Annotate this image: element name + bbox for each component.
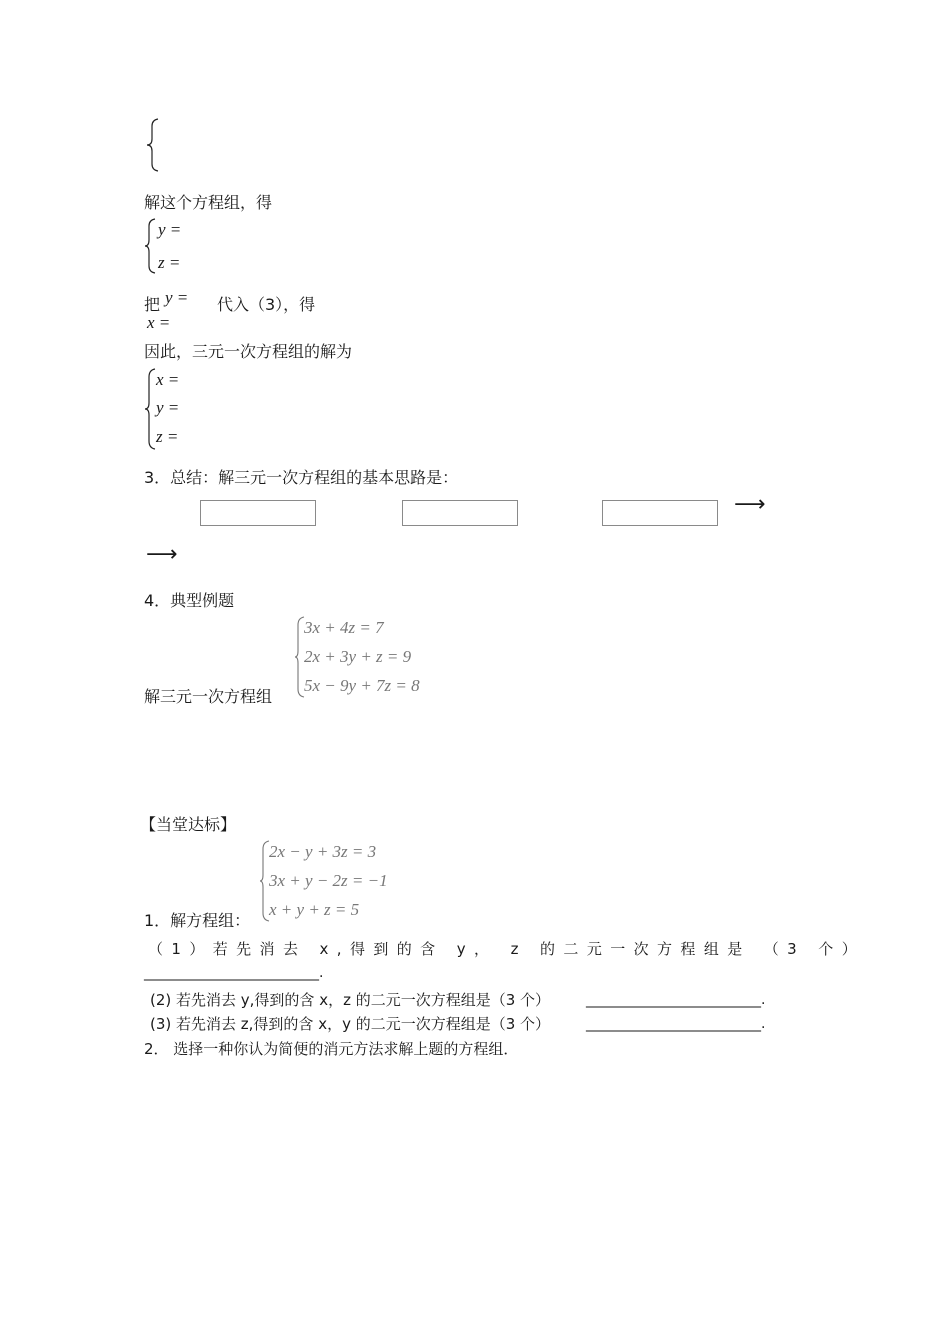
therefore-line: 因此，三元一次方程组的解为 — [144, 342, 353, 361]
practice-sub1-text: （1）若先消去 x,得到的含 y， z 的二元一次方程组是 （3 个） — [148, 940, 866, 958]
practice-heading: 【当堂达标】 — [140, 815, 237, 834]
summary-arrow-1: ⟶ — [734, 492, 766, 517]
practice-sub1-blank[interactable]: _________________________. — [144, 965, 324, 981]
example-label: 解三元一次方程组 — [144, 687, 273, 706]
summary-arrow-2: ⟶ — [146, 542, 178, 567]
yz-system-brace — [144, 218, 158, 274]
substitute-middle: 代入（3），得 — [217, 295, 316, 314]
yz-system-line-1: y = — [158, 220, 182, 239]
example-heading: 4．典型例题 — [144, 591, 235, 610]
practice-eq-2: 3x + y − 2z = −1 — [269, 871, 388, 890]
yz-system-line-2: z = — [158, 253, 181, 272]
practice-sub2-text: (2) 若先消去 y,得到的含 x，z 的二元一次方程组是（3 个） — [150, 991, 551, 1009]
solve-system-line: 解这个方程组，得 — [144, 193, 273, 212]
empty-system-brace — [146, 118, 162, 172]
substitute-x-eq: x = — [147, 313, 171, 332]
practice-sub3-blank[interactable]: _________________________. — [586, 1016, 766, 1032]
xyz-system-line-3: z = — [156, 427, 179, 446]
example-eq-2: 2x + 3y + z = 9 — [304, 647, 412, 666]
substitute-prefix: 把 — [144, 295, 161, 314]
xyz-system-line-2: y = — [156, 398, 180, 417]
summary-box-2[interactable] — [402, 500, 518, 526]
example-eq-3: 5x − 9y + 7z = 8 — [304, 676, 420, 695]
practice-sub3-text: (3) 若先消去 z,得到的含 x，y 的二元一次方程组是（3 个） — [150, 1015, 551, 1033]
substitute-y-eq: y = — [165, 288, 189, 307]
practice-eq-1: 2x − y + 3z = 3 — [269, 842, 377, 861]
summary-box-3[interactable] — [602, 500, 718, 526]
practice-eq-3: x + y + z = 5 — [269, 900, 360, 919]
summary-title: 3．总结：解三元一次方程组的基本思路是： — [144, 468, 459, 487]
practice-sub2-blank[interactable]: _________________________. — [586, 992, 766, 1008]
practice-q1-label: 1．解方程组： — [144, 911, 251, 930]
example-eq-1: 3x + 4z = 7 — [304, 618, 384, 637]
practice-q2: 2． 选择一种你认为简便的消元方法求解上题的方程组． — [144, 1040, 519, 1058]
summary-box-1[interactable] — [200, 500, 316, 526]
xyz-system-line-1: x = — [156, 370, 180, 389]
